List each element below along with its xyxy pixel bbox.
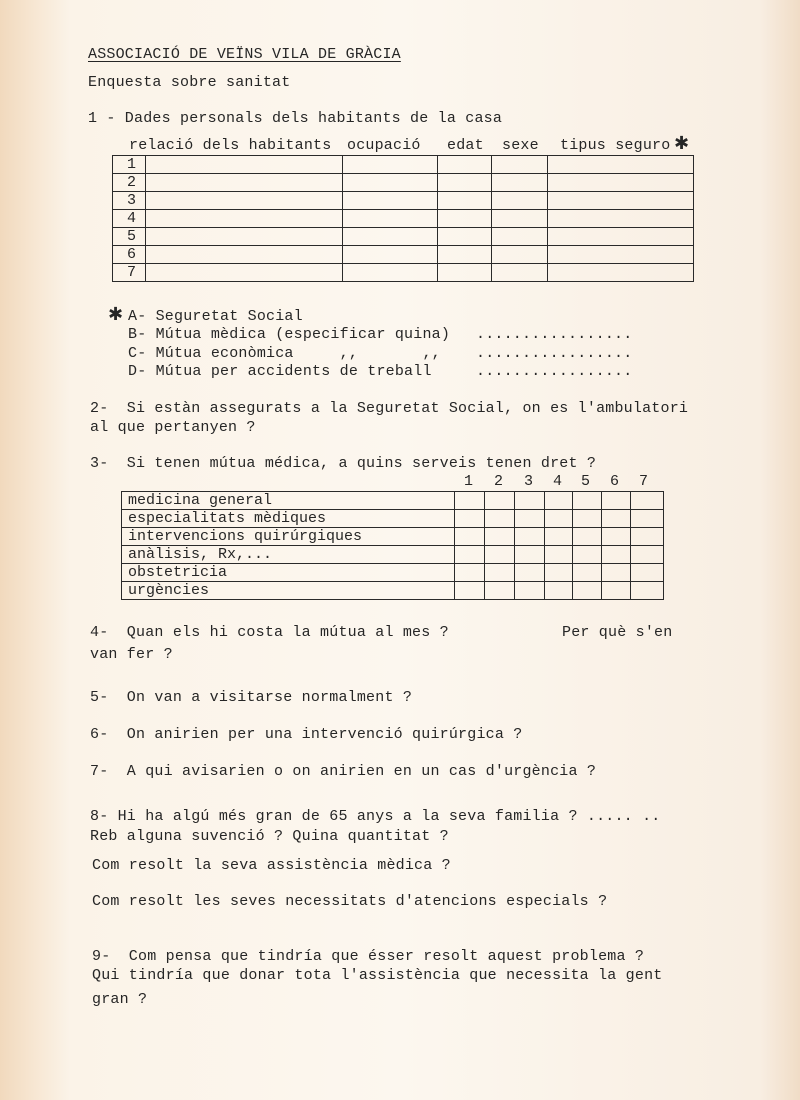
table-cell bbox=[515, 546, 545, 564]
table-cell bbox=[602, 564, 631, 582]
table-row bbox=[122, 510, 664, 528]
table-cell bbox=[492, 228, 548, 246]
question-7: 7- A qui avisarien o on anirien en un cas d'urgència ? bbox=[90, 763, 597, 780]
table-cell bbox=[515, 564, 545, 582]
service-label: anàlisis, Rx,... bbox=[122, 546, 455, 564]
question-4-line-1: 4- Quan els hi costa la mútua al mes ? bbox=[90, 624, 449, 641]
column-number: 1 bbox=[464, 473, 474, 490]
table-cell bbox=[455, 564, 485, 582]
table-cell bbox=[548, 210, 694, 228]
table-row bbox=[122, 528, 664, 546]
row-number: 4 bbox=[113, 210, 146, 228]
services-table bbox=[121, 491, 664, 600]
table-cell bbox=[146, 210, 343, 228]
table-cell bbox=[548, 264, 694, 282]
service-label: urgències bbox=[122, 582, 455, 600]
table-cell bbox=[485, 582, 515, 600]
table-cell bbox=[492, 246, 548, 264]
question-9-line-3: gran ? bbox=[92, 991, 148, 1008]
question-8-line-3: Com resolt la seva assistència mèdica ? bbox=[92, 857, 451, 874]
table-cell bbox=[492, 174, 548, 192]
table-cell bbox=[485, 564, 515, 582]
insurance-type-a: A- Seguretat Social bbox=[128, 308, 303, 325]
table-cell bbox=[602, 528, 631, 546]
table-cell bbox=[631, 492, 664, 510]
table-row bbox=[113, 156, 694, 174]
question-2-line-1: 2- Si estàn assegurats a la Seguretat Social, on es l'ambulatori bbox=[90, 400, 689, 417]
service-label: obstetricia bbox=[122, 564, 455, 582]
table-cell bbox=[545, 546, 573, 564]
table-cell bbox=[548, 192, 694, 210]
table-cell bbox=[485, 492, 515, 510]
table-cell bbox=[455, 510, 485, 528]
table-cell bbox=[146, 174, 343, 192]
table-cell bbox=[548, 156, 694, 174]
row-number: 7 bbox=[113, 264, 146, 282]
asterisk-icon: ✱ bbox=[674, 133, 690, 154]
table-cell bbox=[438, 228, 492, 246]
table-cell bbox=[455, 546, 485, 564]
column-number: 3 bbox=[524, 473, 534, 490]
insurance-type-d-dots: ................. bbox=[476, 363, 633, 380]
row-number: 3 bbox=[113, 192, 146, 210]
question-1: 1 - Dades personals dels habitants de la casa bbox=[88, 110, 503, 127]
table-cell bbox=[343, 156, 438, 174]
column-header-age: edat bbox=[447, 137, 484, 154]
table-cell bbox=[146, 246, 343, 264]
column-number: 5 bbox=[581, 473, 591, 490]
table-cell bbox=[515, 528, 545, 546]
table-row bbox=[113, 264, 694, 282]
table-row bbox=[122, 564, 664, 582]
service-label: intervencions quirúrgiques bbox=[122, 528, 455, 546]
row-number: 2 bbox=[113, 174, 146, 192]
question-9-line-2: Qui tindría que donar tota l'assistència que necessita la gent bbox=[92, 967, 663, 984]
table-cell bbox=[343, 210, 438, 228]
table-row bbox=[113, 246, 694, 264]
question-4-line-2: van fer ? bbox=[90, 646, 173, 663]
asterisk-icon: ✱ bbox=[108, 304, 124, 325]
question-4-continuation: Per què s'en bbox=[562, 624, 673, 641]
table-cell bbox=[631, 528, 664, 546]
column-number: 2 bbox=[494, 473, 504, 490]
table-cell bbox=[545, 510, 573, 528]
insurance-type-b-dots: ................. bbox=[476, 326, 633, 343]
column-number: 6 bbox=[610, 473, 620, 490]
column-number: 4 bbox=[553, 473, 563, 490]
household-table bbox=[112, 155, 694, 282]
table-cell bbox=[455, 492, 485, 510]
table-cell bbox=[545, 528, 573, 546]
column-header-relation: relació dels habitants bbox=[129, 137, 332, 154]
table-cell bbox=[548, 246, 694, 264]
table-cell bbox=[548, 228, 694, 246]
table-cell bbox=[343, 174, 438, 192]
question-8-line-2: Reb alguna suvenció ? Quina quantitat ? bbox=[90, 828, 449, 845]
question-8-line-1: 8- Hi ha algú més gran de 65 anys a la seva familia ? ..... .. bbox=[90, 808, 661, 825]
table-cell bbox=[146, 192, 343, 210]
table-cell bbox=[485, 510, 515, 528]
table-cell bbox=[146, 264, 343, 282]
table-row bbox=[122, 492, 664, 510]
insurance-type-b: B- Mútua mèdica (especificar quina) bbox=[128, 326, 451, 343]
table-cell bbox=[545, 582, 573, 600]
table-cell bbox=[438, 264, 492, 282]
table-cell bbox=[631, 564, 664, 582]
table-cell bbox=[548, 174, 694, 192]
table-cell bbox=[343, 228, 438, 246]
table-cell bbox=[438, 156, 492, 174]
table-cell bbox=[573, 546, 602, 564]
table-cell bbox=[438, 192, 492, 210]
table-cell bbox=[602, 510, 631, 528]
question-6: 6- On anirien per una intervenció quirúrgica ? bbox=[90, 726, 523, 743]
table-row bbox=[122, 546, 664, 564]
table-row bbox=[122, 582, 664, 600]
table-cell bbox=[602, 492, 631, 510]
table-cell bbox=[492, 192, 548, 210]
table-cell bbox=[343, 246, 438, 264]
row-number: 6 bbox=[113, 246, 146, 264]
table-cell bbox=[146, 156, 343, 174]
table-row bbox=[113, 192, 694, 210]
table-cell bbox=[515, 510, 545, 528]
table-cell bbox=[343, 264, 438, 282]
table-cell bbox=[515, 582, 545, 600]
table-cell bbox=[438, 174, 492, 192]
table-cell bbox=[485, 528, 515, 546]
table-cell bbox=[573, 528, 602, 546]
table-cell bbox=[515, 492, 545, 510]
table-cell bbox=[573, 492, 602, 510]
insurance-type-c: C- Mútua econòmica ,, ,, bbox=[128, 345, 441, 362]
table-row bbox=[113, 228, 694, 246]
survey-subtitle: Enquesta sobre sanitat bbox=[88, 74, 291, 91]
table-cell bbox=[146, 228, 343, 246]
table-row bbox=[113, 174, 694, 192]
table-cell bbox=[545, 492, 573, 510]
table-row bbox=[113, 210, 694, 228]
insurance-type-c-dots: ................. bbox=[476, 345, 633, 362]
table-cell bbox=[602, 582, 631, 600]
service-label: medicina general bbox=[122, 492, 455, 510]
table-cell bbox=[492, 264, 548, 282]
table-cell bbox=[485, 546, 515, 564]
table-cell bbox=[631, 582, 664, 600]
question-2-line-2: al que pertanyen ? bbox=[90, 419, 256, 436]
table-cell bbox=[492, 210, 548, 228]
table-cell bbox=[573, 510, 602, 528]
column-header-sex: sexe bbox=[502, 137, 539, 154]
table-cell bbox=[492, 156, 548, 174]
row-number: 1 bbox=[113, 156, 146, 174]
row-number: 5 bbox=[113, 228, 146, 246]
insurance-type-d: D- Mútua per accidents de treball bbox=[128, 363, 432, 380]
table-cell bbox=[602, 546, 631, 564]
service-label: especialitats mèdiques bbox=[122, 510, 455, 528]
column-number: 7 bbox=[639, 473, 649, 490]
table-cell bbox=[573, 564, 602, 582]
table-cell bbox=[455, 528, 485, 546]
question-9-line-1: 9- Com pensa que tindría que ésser resolt aquest problema ? bbox=[92, 948, 645, 965]
association-title: ASSOCIACIÓ DE VEÏNS VILA DE GRÀCIA bbox=[88, 46, 401, 63]
question-8-line-4: Com resolt les seves necessitats d'atencions especials ? bbox=[92, 893, 608, 910]
question-5: 5- On van a visitarse normalment ? bbox=[90, 689, 413, 706]
table-cell bbox=[438, 210, 492, 228]
table-cell bbox=[545, 564, 573, 582]
table-cell bbox=[438, 246, 492, 264]
table-cell bbox=[343, 192, 438, 210]
question-3: 3- Si tenen mútua médica, a quins serveis tenen dret ? bbox=[90, 455, 597, 472]
table-cell bbox=[631, 546, 664, 564]
table-cell bbox=[573, 582, 602, 600]
table-cell bbox=[631, 510, 664, 528]
column-header-insurance-type: tipus seguro bbox=[560, 137, 671, 154]
table-cell bbox=[455, 582, 485, 600]
column-header-occupation: ocupació bbox=[347, 137, 421, 154]
